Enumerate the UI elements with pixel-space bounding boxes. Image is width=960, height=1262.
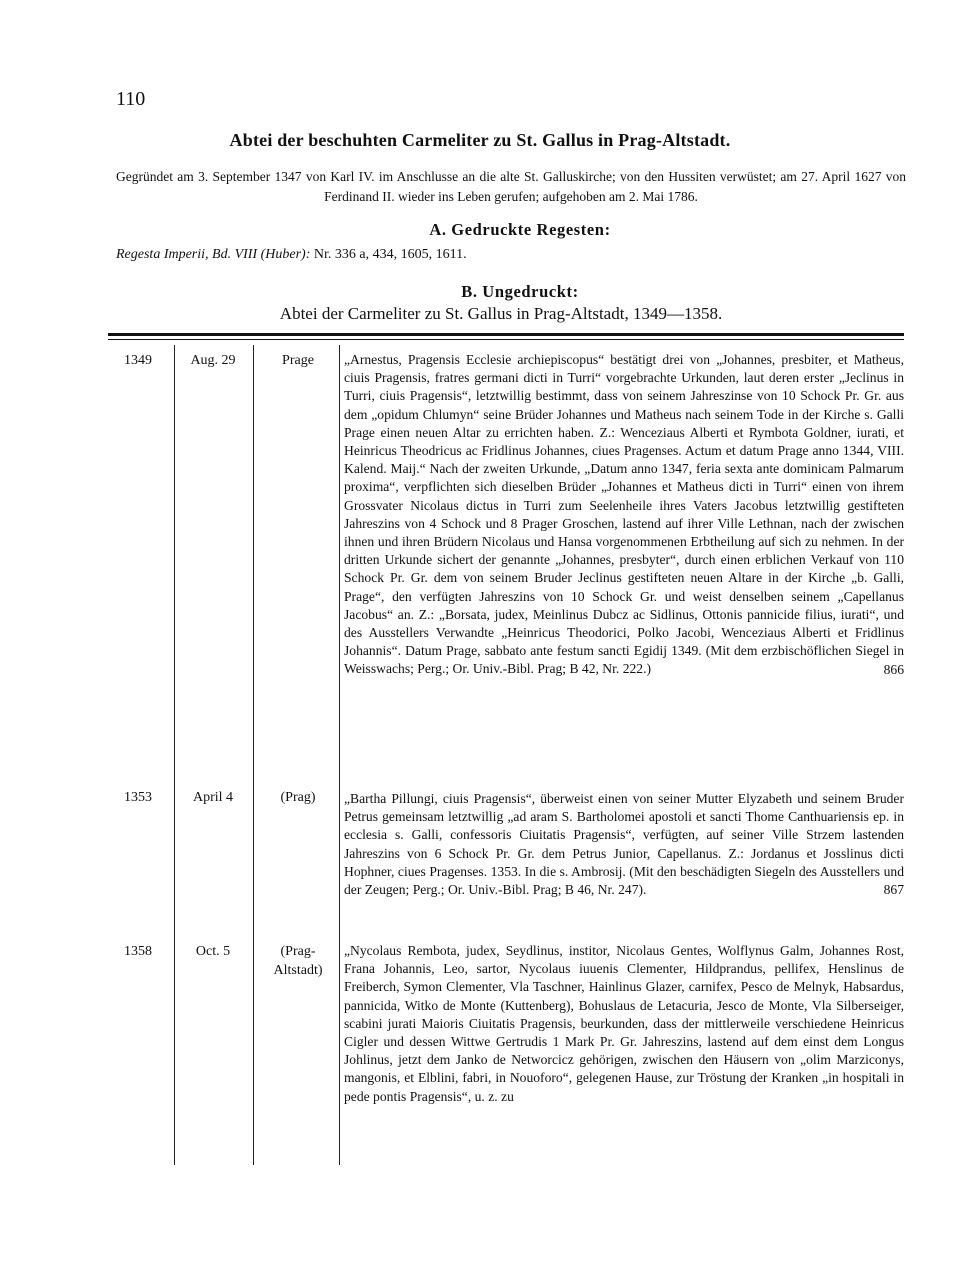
- entry-text: [344, 790, 904, 899]
- entry-year: 1358: [124, 944, 152, 959]
- entry-date: April 4: [192, 790, 234, 805]
- entry-date: Aug. 29: [190, 353, 236, 368]
- column-divider-place: [339, 345, 340, 1165]
- entry-place: Prage: [282, 353, 314, 368]
- entry-year: 1349: [124, 353, 152, 368]
- entry-text-body: „Bartha Pillungi, ciuis Pragensis“, überweist einen von seiner Mutter Elyzabeth und seinem Bruder Petrus gemeinsam letztwillig „ad aram S. Bartholomei apostoli et sancti Thome Canthuariensis ep. in ecclesia s. Galli, confessoris Ciuitatis Pragensis“, verfügten, auf seiner Ville Strzem lastenden Jahreszins von 6 Schock Pr. Gr. dem Petrus Junior, Capellanus. Z.: Jordanus et Josslinus dicti Hophner, ciues Pragenses. 1353. In die s. Ambrosij. (Mit den beschädigten Siegeln des Ausstellers und der Zeugen; Perg.; Or. Univ.-Bibl. Prag; B 46, Nr. 247).: [344, 791, 904, 898]
- page-number: 110: [116, 88, 146, 110]
- entry-date: Oct. 5: [195, 944, 231, 959]
- header-rule-top: [108, 333, 904, 336]
- regesta-refs: Nr. 336 a, 434, 1605, 1611.: [313, 247, 467, 262]
- entry-year: 1353: [124, 790, 152, 805]
- entry-number: 867: [883, 882, 904, 898]
- entry-text-body: „Nycolaus Rembota, judex, Seydlinus, institor, Nicolaus Gentes, Wolflynus Galm, Johannes Rost, Frana Johannis, Leo, sartor, Nycolaus iuuenis Clementer, Hildprandus, pellifex, Henslinus de Freiberch, Symon Clementer, Vla Taschner, Hainlinus Glazer, carnifex, Pesco de Melnyk, Habsardus, pannicida, Witko de Monte (Kuttenberg), Bohuslaus de Letacuria, Jesco de Monte, Vla Silberseiger, scabini jurati Maioris Ciuitatis Pragensis, beurkunden, dass der mittlerweile verschiedene Heinricus Cigler und dessen Wittwe Gertrudis 1 Mark Pr. Gr. Jahreszins, lastend auf dem einst dem Longus Johlinus, jetzt dem Janko de Networcicz gehörigen, zwischen den Häusern von „olim Marziconys, mangonis, et Elblini, fabri, in Nouoforo“, gelegenen Hause, zur Tröstung der Kranken „in hospitali in pede pontis Pragensis“, u. z. zu: [344, 943, 904, 1104]
- regesta-label: Regesta Imperii, Bd. VIII (Huber):: [116, 247, 311, 262]
- page-title: Abtei der beschuhten Carmeliter zu St. Gallus in Prag-Altstadt.: [229, 130, 731, 150]
- regesta-line: [116, 247, 467, 263]
- entry-text: [344, 351, 904, 679]
- section-b-heading: B. Ungedruckt:: [461, 282, 579, 301]
- column-divider-date: [253, 345, 254, 1165]
- column-divider-year: [174, 345, 175, 1165]
- header-rule-bottom: [108, 339, 904, 340]
- register-subtitle: Abtei der Carmeliter zu St. Gallus in Prag-Altstadt, 1349—1358.: [279, 304, 723, 323]
- entry-text: [344, 942, 904, 1106]
- section-a-heading: A. Gedruckte Regesten:: [429, 220, 611, 239]
- entry-place: (Prag-Altstadt): [273, 944, 323, 978]
- entry-number: 866: [883, 661, 904, 677]
- entry-text-body: „Arnestus, Pragensis Ecclesie archiepiscopus“ bestätigt drei von „Johannes, presbiter, et Matheus, ciuis Pragensis, fratres germani dicti in Turri“ vorgebrachte Urkunden, laut deren erster „Jeclinus in Turri, ciuis Pragensis“, letztwillig bestimmt, dass von seinem Jahreszinse von 10 Schock Pr. Gr. aus dem „opidum Chlumyn“ seine Brüder Johannes und Matheus nach seinem Tode in der Kirche s. Galli Prage einen neuen Altar zu errichten haben. Z.: Wenceziaus Alberti et Rymbota Goldner, iurati, et Heinricus Theodricus ac Fridlinus Johannes, ciues Pragenses. Actum et datum Prage anno 1344, VIII. Kalend. Maij.“ Nach der zweiten Urkunde, „Datum anno 1347, feria sexta ante dominicam Palmarum proxima“, verpflichten sich dieselben Brüder „Johannes et Matheus dicti in Turri“ einen von ihrem Grossvater Nicolaus dictus in Turri zum Seelenheile ihres Vaters Jacobus letztwillig gestifteten Jahreszins von 4 Schock und 8 Prager Groschen, lastend auf ihrer Ville Lethnan, nach der zwischen ihnen und ihren Brüdern Nicolaus und Hansa vorgenommenen Erbtheilung auf sich zu nehmen. In der dritten Urkunde sichert der genannte „Johannes, presbyter“, durch einen erblichen Verkauf von 110 Schock Pr. Gr. dem von seinem Bruder Jeclinus gestifteten neuen Altare in der Kirche „b. Galli, Prage“, den verfügten Jahreszins von 10 Schock Gr. und weist denselben seinem „Capellanus Jacobus“ an. Z.: „Borsata, judex, Meinlinus Dubcz ac Sidlinus, Ottonis pannicide filius, iurati“, und des Ausstellers Verwandte „Heinricus Theodorici, Polko Jacobi, Wenceziaus Alberti et Fridlinus Johannis“. Datum Prage, sabbato ante festum sancti Egidij 1349. (Mit dem erzbischöflichen Siegel in Weisswachs; Perg.; Or. Univ.-Bibl. Prag; B 42, Nr. 222.): [344, 352, 904, 677]
- entry-place: (Prag): [280, 790, 316, 805]
- foundation-note: Gegründet am 3. September 1347 von Karl IV. im Anschlusse an die alte St. Galluskirche; von den Hussiten verwüstet; am 27. April 1627 von Ferdinand II. wieder ins Leben gerufen; aufgehoben am 2. Mai 1786.: [116, 169, 906, 204]
